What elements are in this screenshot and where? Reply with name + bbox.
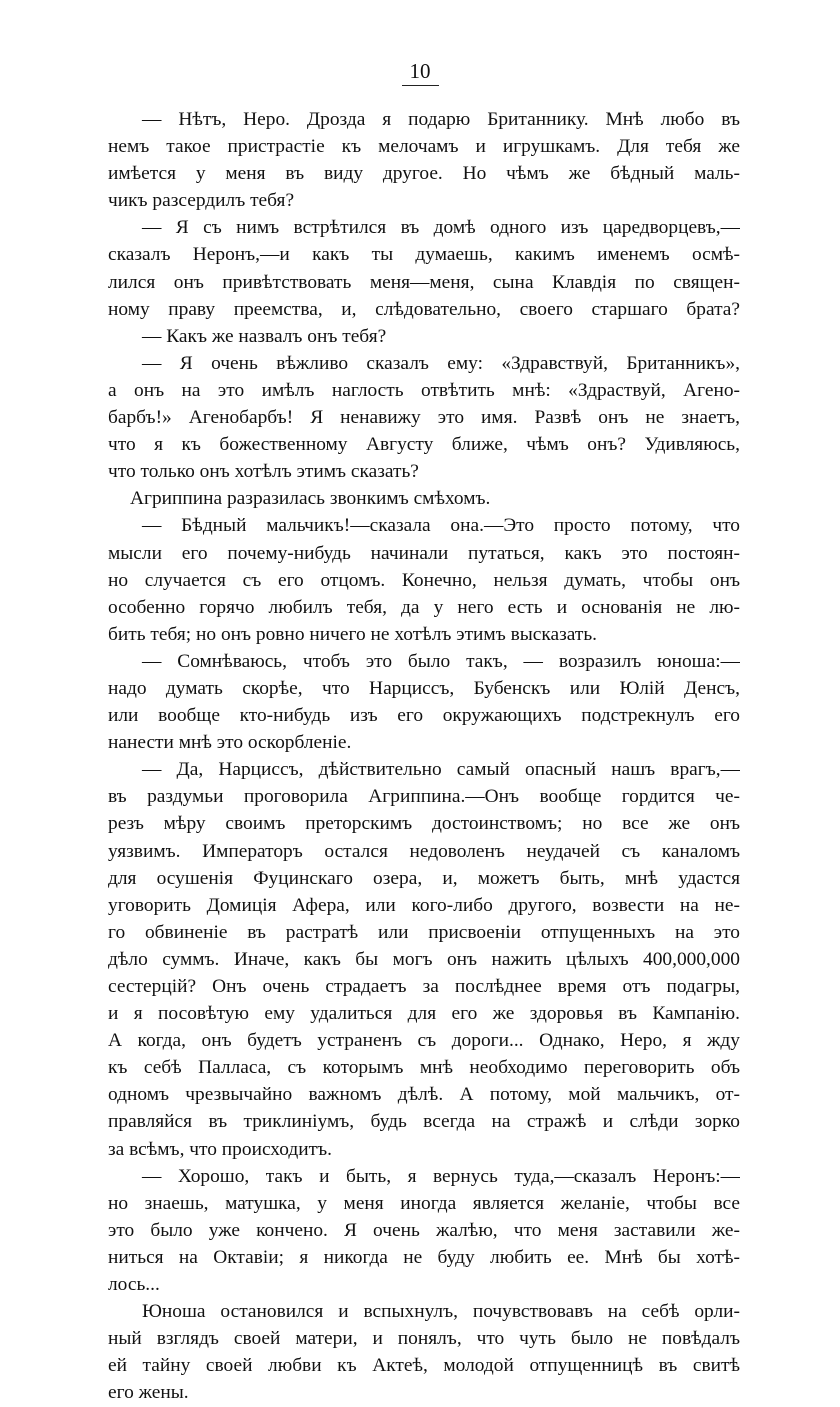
paragraph — [108, 350, 740, 485]
paragraph — [108, 512, 740, 647]
paragraph — [108, 323, 740, 350]
text-line: чикъ разсердилъ тебя? — [108, 190, 295, 212]
text-line: ниться на Октавіи; я никогда не буду любить ее. Мнѣ бы хотѣ- — [108, 1246, 740, 1268]
text-line: — Какъ же назвалъ онъ тебя? — [142, 325, 387, 347]
text-line: ей тайну своей любви къ Актеѣ, молодой отпущенницѣ въ свитѣ — [108, 1355, 740, 1377]
text-line: сестерцій? Онъ очень страдаетъ за послѣднее время отъ подагры, — [108, 976, 740, 997]
paragraph — [108, 485, 740, 512]
paragraph — [108, 1298, 740, 1406]
text-line: и я посовѣтую ему удалиться для его же здоровья въ Кампанію. — [108, 1003, 740, 1025]
text-line: — Хорошо, такъ и быть, я вернусь туда,—сказалъ Неронъ:— — [142, 1165, 740, 1187]
text-line: что я къ божественному Августу ближе, чѣмъ онъ? Удивляюсь, — [108, 434, 740, 456]
text-line: — Сомнѣваюсь, чтобъ это было такъ, — возразилъ юноша:— — [142, 650, 740, 672]
text-line: ному праву преемства, и, слѣдовательно, своего старшаго брата? — [108, 298, 740, 320]
text-line: что только онъ хотѣлъ этимъ сказать? — [108, 461, 419, 483]
text-line: бить тебя; но онъ ровно ничего не хотѣлъ этимъ высказать. — [108, 623, 598, 645]
text-line: барбъ!» Агенобарбъ! Я ненавижу это имя. Развѣ онъ не знаетъ, — [108, 407, 740, 429]
page-number — [0, 58, 840, 86]
text-line: а онъ на это имѣлъ наглость отвѣтить мнѣ: «Здраствуй, Агено- — [108, 379, 740, 401]
text-line: ный взглядъ своей матери, и понялъ, что чуть было не повѣдалъ — [108, 1328, 740, 1350]
text-line: дѣло суммъ. Иначе, какъ бы могъ онъ нажить цѣлыхъ 400,000,000 — [108, 948, 740, 970]
text-line: — Нѣтъ, Неро. Дрозда я подарю Британнику. Мнѣ любо въ — [142, 109, 740, 130]
text-line: это было уже кончено. Я очень жалѣю, что меня заставили же- — [108, 1219, 740, 1241]
text-line: за всѣмъ, что происходитъ. — [108, 1138, 332, 1160]
text-line: А когда, онъ будетъ устраненъ съ дороги... Однако, Неро, я жду — [108, 1030, 740, 1052]
body-text — [108, 106, 740, 1407]
text-line: правляйся въ триклиніумъ, будь всегда на стражѣ и слѣди зорко — [108, 1111, 740, 1133]
text-line: уговорить Домиція Афера, или кого-либо другого, возвести на не- — [108, 894, 740, 916]
text-line: Юноша остановился и вспыхнулъ, почувствовавъ на себѣ орли- — [142, 1301, 740, 1323]
paragraph — [108, 648, 740, 756]
paragraph — [108, 214, 740, 322]
text-line: — Я очень вѣжливо сказалъ ему: «Здравствуй, Британникъ», — [142, 352, 740, 374]
paragraph — [108, 756, 740, 1162]
text-line: лось... — [108, 1274, 160, 1296]
text-line: мысли его почему-нибудь начинали путаться, какъ это постоян- — [108, 542, 740, 564]
text-line: надо думать скорѣе, что Нарциссъ, Бубенскъ или Юлій Денсъ, — [108, 677, 740, 699]
text-line: го обвиненіе въ растратѣ или присвоеніи отпущенныхъ на это — [108, 921, 740, 943]
text-line: — Я съ нимъ встрѣтился въ домѣ одного изъ царедворцевъ,— — [142, 217, 740, 239]
text-line: его жены. — [108, 1382, 189, 1404]
text-line: — Бѣдный мальчикъ!—сказала она.—Это просто потому, что — [142, 515, 740, 537]
text-line: имѣется у меня въ виду другое. Но чѣмъ же бѣдный маль- — [108, 163, 740, 185]
text-line: немъ такое пристрастіе къ мелочамъ и игрушкамъ. Для тебя же — [108, 136, 740, 158]
text-line: одномъ чрезвычайно важномъ дѣлѣ. А потому, мой мальчикъ, от- — [108, 1084, 740, 1106]
text-line: нанести мнѣ это оскорбленіе. — [108, 732, 352, 754]
text-line: для осушенія Фуцинскаго озера, и, можетъ быть, мнѣ удастся — [108, 867, 740, 889]
text-line: въ раздумьи проговорила Агриппина.—Онъ вообще гордится че- — [108, 786, 740, 808]
text-line: сказалъ Неронъ,—и какъ ты думаешь, какимъ именемъ осмѣ- — [108, 244, 740, 266]
text-line: уязвимъ. Императоръ остался недоволенъ неудачей съ каналомъ — [108, 840, 740, 862]
text-line: къ себѣ Палласа, съ которымъ мнѣ необходимо переговорить объ — [108, 1057, 740, 1079]
text-line: лился онъ привѣтствовать меня—меня, сына Клавдія по священ- — [108, 271, 740, 293]
text-line: — Да, Нарциссъ, дѣйствительно самый опасный нашъ врагъ,— — [142, 759, 740, 781]
text-line: резъ мѣру своимъ преторскимъ достоинствомъ; но все же онъ — [108, 813, 740, 835]
text-line: но знаешь, матушка, у меня иногда является желаніе, чтобы все — [108, 1192, 740, 1214]
text-line: но случается съ его отцомъ. Конечно, нельзя думать, чтобы онъ — [108, 569, 740, 591]
paragraph — [108, 1163, 740, 1298]
text-line: особенно горячо любилъ тебя, да у него есть и основанія не лю- — [108, 596, 740, 618]
text-line: или вообще кто-нибудь изъ его окружающихъ подстрекнулъ его — [108, 705, 740, 727]
text-line: Агриппина разразилась звонкимъ смѣхомъ. — [130, 488, 491, 510]
paragraph — [108, 106, 740, 214]
page-number-text: 10 — [402, 58, 439, 86]
